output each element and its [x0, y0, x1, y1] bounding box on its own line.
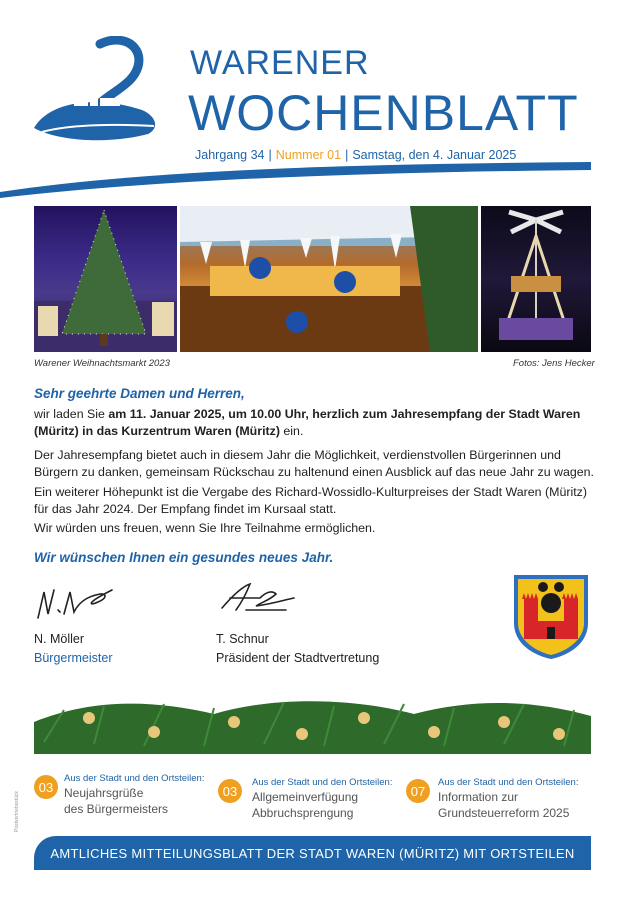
- signatory-role: Präsident der Stadtvertretung: [216, 651, 380, 665]
- footer-text: AMTLICHES MITTEILUNGSBLATT DER STADT WAREN (MÜRITZ) MIT ORTSTEILEN: [50, 845, 575, 861]
- signatory-name: T. Schnur: [216, 632, 269, 646]
- teaser-title-line2: Abbruchsprengung: [252, 806, 354, 820]
- invitation-details: am 11. Januar 2025, um 10.00 Uhr, herzlich zum Jahresempfang der Stadt Waren (Müritz) in das Kurzentrum Waren (Müritz): [34, 407, 581, 438]
- postal-note: Postvertriebsstück: [14, 791, 20, 832]
- award-paragraph: Ein weiterer Höhepunkt ist die Vergabe des Richard-Wossidlo-Kulturpreises der Stadt Waren (Müritz) für das Jahr 2024. Der Empfang findet im Kursaal statt.: [34, 485, 587, 516]
- footer-banner: [34, 836, 591, 870]
- swan-logo: [30, 36, 165, 146]
- teaser-title-line2: des Bürgermeisters: [64, 802, 169, 816]
- teaser-category: Aus der Stadt und den Ortsteilen:: [252, 777, 393, 788]
- new-year-wish: Wir wünschen Ihnen ein gesundes neues Jahr.: [34, 550, 334, 565]
- issue-number: Nummer 01: [275, 148, 342, 162]
- closing-paragraph: Wir würden uns freuen, wenn Sie Ihre Teilnahme ermöglichen.: [34, 521, 376, 535]
- signature-moeller: [34, 584, 114, 624]
- signature-schnur: [216, 580, 296, 616]
- teaser-category: Aus der Stadt und den Ortsteilen:: [64, 773, 205, 784]
- photo-caption: Warener Weihnachtsmarkt 2023: [34, 358, 170, 369]
- fir-garland: [34, 692, 591, 754]
- teaser-title-line2: Grundsteuerreform 2025: [438, 806, 570, 820]
- teaser-title-line1: Allgemeinverfügung: [252, 790, 359, 804]
- invitation-outro: ein.: [279, 424, 304, 438]
- issue-date: Samstag, den 4. Januar 2025: [352, 148, 517, 162]
- salutation: Sehr geehrte Damen und Herren,: [34, 386, 245, 401]
- teaser-title-line1: Neujahrsgrüße: [64, 786, 144, 800]
- signatory-name: N. Möller: [34, 632, 85, 646]
- invitation-paragraph: [34, 406, 594, 440]
- signatory-role: Bürgermeister: [34, 651, 113, 665]
- invitation-intro: wir laden Sie: [34, 407, 109, 421]
- reception-paragraph: Der Jahresempfang bietet auch in diesem Jahr die Möglichkeit, verdienstvollen Bürgerinnen und Bürgern zu danken, gemeinsam Rückschau zu haltenund einen Ausblick auf das neue Jahr zu wagen.: [34, 448, 594, 479]
- page-badge: 07: [406, 779, 430, 803]
- page-badge: 03: [34, 775, 58, 799]
- photo-christmas-tree: [34, 206, 177, 352]
- header-swoosh: [0, 158, 625, 202]
- issue-volume: Jahrgang 34: [195, 148, 265, 162]
- masthead-title-top: WARENER: [190, 44, 370, 82]
- coat-of-arms: [512, 573, 590, 659]
- photo-market-stall: [180, 206, 478, 352]
- issue-line: Jahrgang 34 | Nummer 01 | Samstag, den 4. Januar 2025: [195, 148, 517, 162]
- photo-credit: Fotos: Jens Hecker: [513, 358, 595, 369]
- page-badge: 03: [218, 779, 242, 803]
- teaser-category: Aus der Stadt und den Ortsteilen:: [438, 777, 579, 788]
- teaser-title-line1: Information zur: [438, 790, 519, 804]
- masthead-title: WOCHENBLATT: [188, 85, 579, 141]
- photo-christmas-pyramid: [481, 206, 591, 352]
